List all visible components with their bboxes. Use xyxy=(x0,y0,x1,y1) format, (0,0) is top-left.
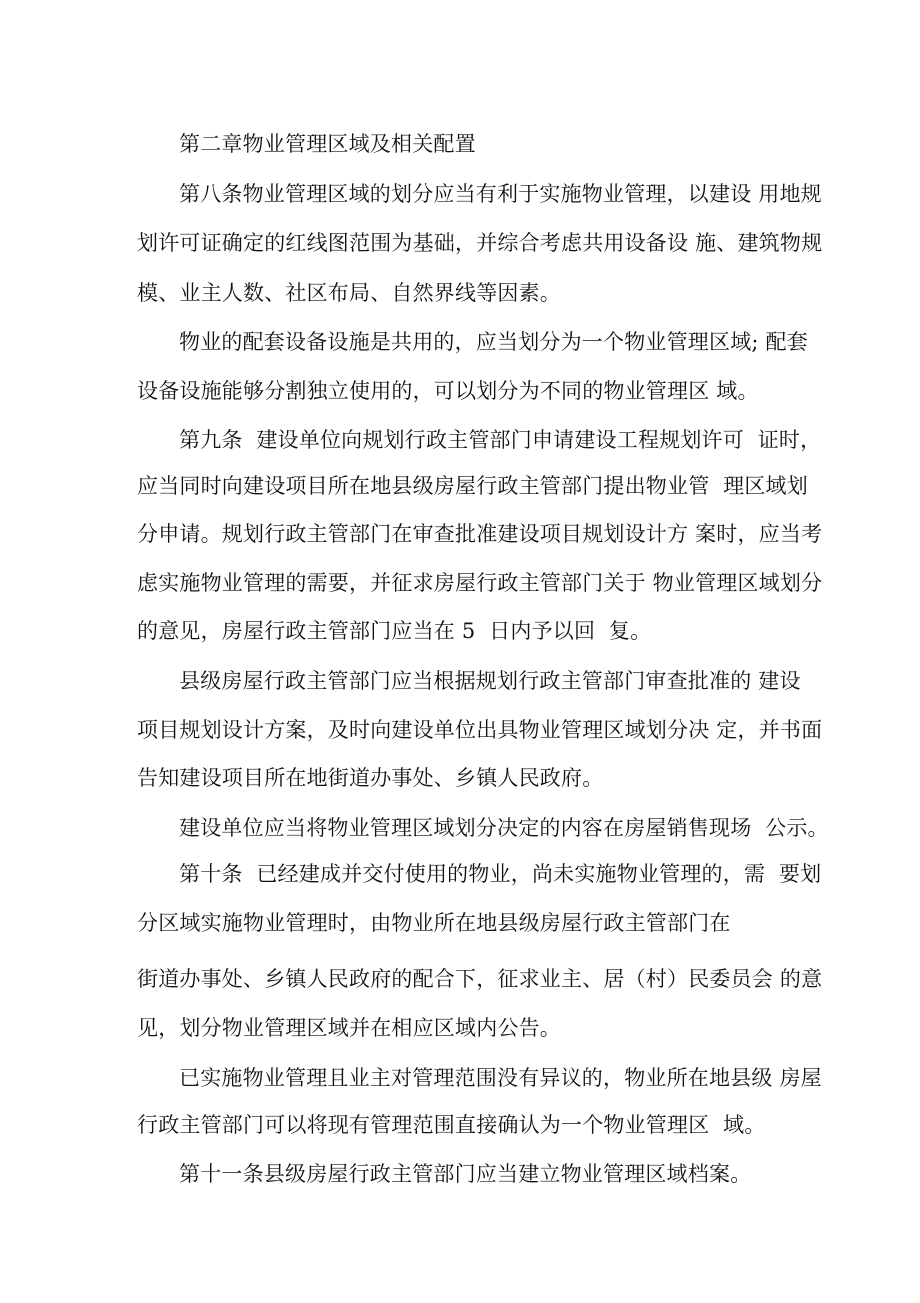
text-line: 第九条 建设单位向规划行政主管部门申请建设工程规划许可 证时， xyxy=(179,428,822,452)
text-line: 第十一条县级房屋行政主管部门应当建立物业管理区域档案。 xyxy=(179,1162,752,1186)
text-line: 见，划分物业管理区域并在相应区域内公告。 xyxy=(137,1016,561,1040)
text-line: 街道办事处、乡镇人民政府的配合下，征求业主、居（村）民委员会 的意 xyxy=(137,967,823,991)
text-line: 分申请。规划行政主管部门在审查批准建设项目规划设计方 案时，应当考 xyxy=(137,522,823,546)
text-line: 县级房屋行政主管部门应当根据规划行政主管部门审查批准的 建设 xyxy=(179,669,801,693)
text-line: 设备设施能够分割独立使用的，可以划分为不同的物业管理区 域。 xyxy=(137,379,759,403)
text-line: 划许可证确定的红线图范围为基础，并综合考虑共用设备设 施、建筑物规 xyxy=(137,231,823,255)
text-line: 分区域实施物业管理时，由物业所在地县级房屋行政主管部门在 xyxy=(137,911,731,935)
text-line: 项目规划设计方案，及时向建设单位出具物业管理区域划分决 定，并书面 xyxy=(137,718,823,742)
text-line: 第十条 已经建成并交付使用的物业，尚未实施物业管理的，需 要划 xyxy=(179,862,822,886)
text-line: 建设单位应当将物业管理区域划分决定的内容在房屋销售现场 公示。 xyxy=(179,816,829,840)
chapter-heading: 第二章物业管理区域及相关配置 xyxy=(179,132,476,156)
text-line: 物业的配套设备设施是共用的，应当划分为一个物业管理区域; 配套 xyxy=(179,330,808,354)
text-line: 第八条物业管理区域的划分应当有利于实施物业管理，以建设 用地规 xyxy=(179,182,822,206)
text-line: 应当同时向建设项目所在地县级房屋行政主管部门提出物业管 理区域划 xyxy=(137,474,808,498)
text-line: 告知建设项目所在地街道办事处、乡镇人民政府。 xyxy=(137,766,604,790)
text-line: 行政主管部门可以将现有管理范围直接确认为一个物业管理区 域。 xyxy=(137,1113,766,1137)
text-line: 的意见，房屋行政主管部门应当在 5 日内予以回 复。 xyxy=(137,619,652,643)
text-line: 已实施物业管理且业主对管理范围没有异议的，物业所在地县级 房屋 xyxy=(179,1066,822,1090)
text-line: 模、业主人数、社区布局、自然界线等因素。 xyxy=(137,281,561,305)
text-line: 虑实施物业管理的需要，并征求房屋行政主管部门关于 物业管理区域划分 xyxy=(137,571,823,595)
